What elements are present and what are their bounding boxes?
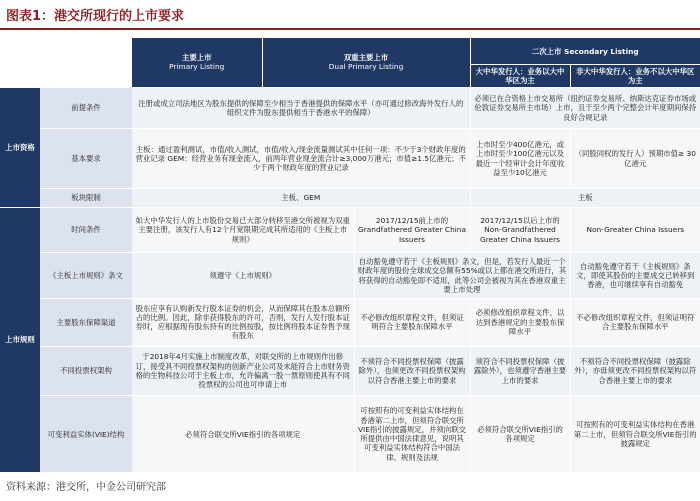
basic-requirements-sec-greater-china: 上市时至少400亿港元，或上市时至少100亿港元以及最近一个经审计会计年度收益至少10亿港元	[470, 129, 570, 189]
row-shareholder-protection	[0, 298, 700, 346]
category-listing-rules: 上市规则	[0, 207, 40, 472]
vie-primary: 必须符合联交所VIE指引的各项规定	[132, 396, 354, 473]
row-vie	[0, 396, 700, 473]
shareholder-protection-primary: 股东应享有认购新发行股本证券的机会，从而保障其在股本总额所占的比例。因此，除非获得股东的许可，否则，发行人发行股本证券时，应根据现有股东持有的比例按股，按比例将股本证券售予现有股东	[132, 298, 354, 346]
vie-non-gc: 可按照有的可变利益实体结构在香港第二上市，但须符合联交所VIE指引的披露规定	[570, 396, 700, 473]
title-text: 图表1：港交所现行的上市要求	[6, 8, 185, 24]
source-note	[6, 478, 166, 493]
header-dual	[262, 38, 470, 87]
row-label-main-board-rules: 《主板上市规则》条文	[40, 253, 132, 299]
header-primary-en: Primary Listing	[169, 62, 225, 72]
row-label-board-limit: 板块限制	[40, 189, 132, 208]
prerequisites-secondary: 必须已在合资格上市交易所（纽约证券交易所、纳斯达克证券市场或伦敦证券交易所主市场）上市，且于至少两个完整会计年度期间保持良好合规记录	[470, 87, 700, 128]
main-board-rules-primary: 须遵守《上市规则》	[132, 253, 354, 299]
chart-title	[0, 0, 700, 30]
header-sec-non-greater-china: 非大中华发行人：业务不以大中华区为主	[570, 65, 700, 87]
header-dual-label: 双重主要上市	[343, 53, 389, 63]
main-board-rules-sec-non-greater-china: 自动豁免遵守若干《主板规则》条文，即使其股份的主要成交已转移到香港，也可继续享有自动豁免	[570, 253, 700, 299]
shareholder-protection-non-gc: 不必修改组织章程文件，但须证明符合主要股东保障水平	[570, 298, 700, 346]
vie-gc-a: 可按照有的可变利益实体结构在香港第二上市，但须符合联交所VIE指引的披露规定，并须向联交所提供由中国法律意见，说明其可变利益实体结构符合中国法律、规则及法规	[354, 396, 470, 473]
row-label-shareholder-protection: 主要股东保障渠道	[40, 298, 132, 346]
header-primary-label: 主要上市	[181, 53, 212, 63]
row-label-time-condition: 时间条件	[40, 207, 132, 253]
row-time-condition	[0, 207, 700, 253]
vie-gc-b: 必须符合联交所VIE指引的各项规定	[470, 396, 570, 473]
wvr-gc-b: 须符合不同投票权保障（披露除外），也须遵守香港主要上市的要求	[470, 346, 570, 396]
row-wvr	[0, 346, 700, 396]
category-listing-qualification: 上市资格	[0, 87, 40, 207]
header-row-1	[0, 38, 700, 65]
row-basic-requirements	[0, 129, 700, 189]
wvr-primary: 于2018年4月实施上市制度改革，对联交所的上市规则作出修订，接受具不同投票权架构的创新产业公司及未能符合上市财务资格的生物科技公司于主板上市，允许偏离一股一票原则使具有不同投票权的公司也可申请上市	[132, 346, 354, 396]
time-condition-non-gc: Non-Greater China Issuers	[570, 207, 700, 253]
row-label-prerequisites: 前提条件	[40, 87, 132, 128]
row-main-board-rules	[0, 253, 700, 299]
shareholder-protection-gc-a: 不必修改组织章程文件，但须证明符合主要股东保障水平	[354, 298, 470, 346]
row-label-wvr: 不同投票权架构	[40, 346, 132, 396]
time-condition-gc-b: 2017/12/15以后上市的 Non-Grandfathered Greater China Issuers	[470, 207, 570, 253]
header-dual-en: Dual Primary Listing	[328, 62, 404, 72]
main-board-rules-sec-greater-china: 自动豁免遵守若干《主板规则》条文，但是，若发行人最近一个财政年度的股份全球成交总额有55%或以上都在港交所进行，其将获得的自动豁免即不适用，此等公司会被视为其在香港双重主要上市处理	[354, 253, 570, 299]
header-sec-greater-china: 大中华发行人：业务以大中华区为主	[470, 65, 570, 87]
header-primary	[132, 38, 262, 87]
row-prerequisites	[0, 87, 700, 128]
time-condition-primary: 如大中华发行人的上市股份交易已大部分转移至港交所被视为双重主要注册，该发行人有12个月宽限期完成其所适用的《主板上市规则》	[132, 207, 354, 253]
row-label-vie: 可变利益实体(VIE)结构	[40, 396, 132, 473]
basic-requirements-primary: 主板：通过盈利测试，市值/收入测试，市值/收入/现金流量测试其中任何一项：不少于3个财政年度的营业记录 GEM：经营业务有现金流入，前两年营业现金流合计≥3,000万港元；市值≥1.5亿港元；不少于两个财政年度的营业记录	[132, 129, 470, 189]
wvr-gc-a: 不须符合不同投票权保障（披露除外），也须更改不同投票权架构以符合香港主要上市的要求	[354, 346, 470, 396]
wvr-non-gc: 不须符合不同投票权保障（披露除外），亦毋须更改不同投票权架构以符合香港主要上市的要求	[570, 346, 700, 396]
board-limit-secondary: 主板	[470, 189, 700, 208]
row-label-basic-requirements: 基本要求	[40, 129, 132, 189]
header-secondary: 二次上市 Secondary Listing	[470, 38, 700, 65]
source-text: 资料来源：港交所，中金公司研究部	[6, 482, 166, 493]
row-board-limit	[0, 189, 700, 208]
shareholder-protection-gc-b: 必须修改组织章程文件，以达到香港规定的主要股东保障水平	[470, 298, 570, 346]
prerequisites-primary: 注册或成立司法地区为股东提供的保障至少相当于香港提供的保障水平（亦可通过修改海外发行人的组织文件为股东提供相当于香港水平的保障）	[132, 87, 470, 128]
header-blank	[0, 38, 132, 87]
time-condition-gc-a: 2017/12/15前上市的 Grandfathered Greater China Issuers	[354, 207, 470, 253]
listing-requirements-table	[0, 38, 700, 473]
board-limit-primary: 主板、GEM	[132, 189, 470, 208]
basic-requirements-sec-non-greater-china: （同股同权的发行人）预期市值≥ 30亿港元	[570, 129, 700, 189]
